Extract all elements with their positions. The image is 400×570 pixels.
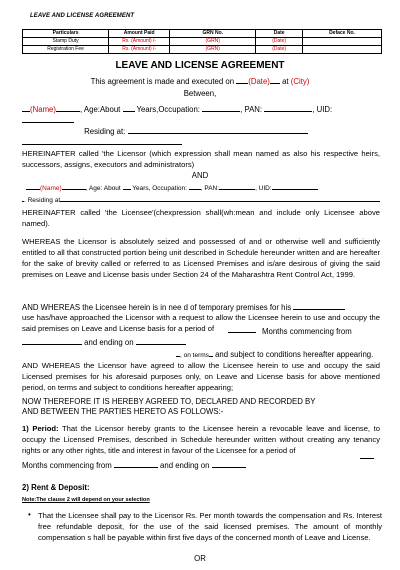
- intro-line: [0, 75, 400, 87]
- ending-date-blank[interactable]: [136, 336, 186, 345]
- licensee-definition: HEREINAFTER called 'the Licensee'(chexpression shall(wh:mean and include only Licensee above named).: [22, 208, 380, 228]
- purpose-blank[interactable]: [293, 301, 345, 310]
- at-label: at: [282, 77, 289, 86]
- cell-deface[interactable]: [302, 46, 381, 54]
- age-blank[interactable]: [123, 103, 135, 112]
- intro-text: This agreement is made and executed on: [90, 77, 235, 86]
- cell-amount[interactable]: Rs. (Amount) /-: [109, 38, 170, 46]
- on-terms-label: , on terms: [180, 352, 209, 359]
- now-therefore-1: NOW THEREFORE IT IS HEREBY AGREED TO, DECLARED AND RECORDED BY: [22, 397, 316, 406]
- cell-particulars: Stamp Duty: [23, 38, 109, 46]
- residing-label: Residing at:: [84, 127, 126, 136]
- fee-table-header-row: [23, 30, 382, 38]
- now-therefore-2: AND BETWEEN THE PARTIES HERETO AS FOLLOWS:-: [22, 407, 224, 416]
- period-commencing-line: [22, 459, 382, 471]
- col-amount-paid: Amount Paid: [109, 30, 170, 38]
- whereas-clause: WHEREAS the Licensor is absolutely seized and possessed of and or otherwise well and sufficiently entitled to all that constructed portion being unit described in Schedule hereunder written and are hereafter for the sake of brevity called or referred to as Licensed Premises and is/are desirous of giving the said premises on Leave and License basis under Section 24 of the Maharashtra Rent Control Act, 1999.: [22, 237, 380, 279]
- and-whereas-agreed: AND WHEREAS the Licensor have agreed to allow the Licensee herein to use and occupy the said Licensed premises for his aforesaid purposes only, on Leave and License basis for above mentioned period, on terms and subject to conditions hereafter appearing;: [22, 361, 380, 392]
- rent-bullet-text: That the Licensee shall pay to the Licensor Rs. Per month towards the compensation and Rs. Interest free refundable deposit, for the use of the said licensed premises. The amount of monthly compensation s hall be payable within first five days of the concerned month of Leave and License.: [38, 511, 382, 542]
- age-blank[interactable]: [123, 181, 131, 190]
- bullet-dot-icon: •: [28, 510, 31, 519]
- period-start-blank[interactable]: [114, 459, 158, 468]
- and-whereas-request-text: use has/have approached the Licensor with a request to allow the Licensee herein to use and occupy the said premises on Leave and License basis for a period of: [22, 313, 380, 333]
- and-subject-label: and subject to conditions hereafter appearing.: [215, 350, 374, 359]
- period-label: 1) Period:: [22, 424, 59, 433]
- col-date: Date: [256, 30, 303, 38]
- age-label: , Age: About: [85, 185, 121, 192]
- years-occupation-label: Years,Occupation:: [136, 105, 200, 114]
- period-text: That the Licensor hereby grants to the Licensee herein a revocable leave and license, to occupy the Licensed Premises, described in Schedule hereunder written without creating any tenancy rights or any other rights, title and interest in favour of the Licensee for a period of: [22, 424, 381, 455]
- document-title: LEAVE AND LICENSE AGREEMENT: [115, 60, 285, 71]
- residing-continue-line: [22, 136, 382, 148]
- residing-blank-2[interactable]: [22, 136, 182, 145]
- pan-label: , PAN:: [200, 185, 220, 192]
- ending-line: [22, 336, 382, 348]
- date-blank-end[interactable]: [270, 75, 280, 84]
- cell-grn[interactable]: (GRN): [170, 46, 256, 54]
- fee-table: [22, 29, 382, 54]
- pan-blank[interactable]: [264, 103, 312, 112]
- col-deface-no: Deface No.: [302, 30, 381, 38]
- months-blank-wrap: [228, 324, 258, 336]
- period-commencing-label: Months commencing from: [22, 461, 112, 470]
- name-blank-start[interactable]: [22, 103, 30, 112]
- uid-label: , UID:: [255, 185, 272, 192]
- occupation-blank[interactable]: [189, 181, 201, 190]
- uid-blank[interactable]: [272, 181, 318, 190]
- licensor-definition: HEREINAFTER called 'the Licensor (which expression shall mean named as also his respective heirs, successors, assigns, executors and administrators): [22, 149, 380, 169]
- uid-blank[interactable]: [22, 114, 74, 123]
- table-row: [23, 46, 382, 54]
- years-occupation-label: Years, Occupation:: [132, 185, 187, 192]
- cell-grn[interactable]: (GRN): [170, 38, 256, 46]
- months-commencing-label: Months commencing from: [262, 327, 352, 336]
- name-blank-end[interactable]: [56, 103, 80, 112]
- months-blank[interactable]: [228, 324, 256, 333]
- rent-note-line: [22, 493, 382, 506]
- between-label: Between,: [183, 89, 217, 98]
- cell-particulars: Registration Fee: [23, 46, 109, 54]
- and-label: AND: [191, 171, 209, 180]
- date-blank[interactable]: [236, 75, 248, 84]
- city-placeholder[interactable]: (City): [290, 77, 310, 86]
- cell-date[interactable]: (Date): [256, 38, 303, 46]
- cell-amount[interactable]: Rs. (Amount) /-: [109, 46, 170, 54]
- cell-deface[interactable]: [302, 38, 381, 46]
- period-ending-label: and ending on: [160, 461, 210, 470]
- rent-deposit-heading: 2) Rent & Deposit:: [22, 483, 90, 492]
- col-particulars: Particulars: [23, 30, 109, 38]
- licensee-name-placeholder[interactable]: (Name): [40, 185, 62, 192]
- or-label: OR: [194, 554, 206, 563]
- residing-blank[interactable]: [128, 125, 308, 134]
- on-terms-end: [209, 348, 213, 357]
- commencing-date-blank[interactable]: [22, 336, 82, 345]
- licensee-residing-line: [22, 193, 382, 206]
- residing-blank[interactable]: [60, 193, 380, 202]
- date-placeholder[interactable]: (Date): [248, 77, 270, 86]
- cell-date[interactable]: (Date): [256, 46, 303, 54]
- and-whereas-need-text: AND WHEREAS the Licensee herein is in nee d of temporary premises for his: [22, 303, 292, 312]
- document-header-title: LEAVE AND LICENSE AGREEMENT: [30, 13, 135, 19]
- licensor-name-placeholder[interactable]: (Name): [30, 105, 56, 114]
- uid-label: , UID:: [312, 105, 333, 114]
- age-label: , Age:About: [80, 105, 121, 114]
- occupation-blank[interactable]: [202, 103, 240, 112]
- licensee-name-blank-end[interactable]: [62, 181, 86, 190]
- period-end-blank[interactable]: [212, 459, 246, 468]
- ending-label: and ending on: [84, 338, 134, 347]
- col-grn-no: GRN No.: [170, 30, 256, 38]
- pan-blank[interactable]: [219, 181, 255, 190]
- residing-label: . Residing at: [24, 197, 61, 204]
- licensee-name-blank-start[interactable]: [26, 181, 40, 190]
- period-months-blank[interactable]: [360, 450, 374, 459]
- rent-note: Note:The clause 2 will depend on your selection: [22, 497, 150, 503]
- table-row: [23, 38, 382, 46]
- pan-label: , PAN:: [240, 105, 263, 114]
- period-clause: [22, 423, 380, 456]
